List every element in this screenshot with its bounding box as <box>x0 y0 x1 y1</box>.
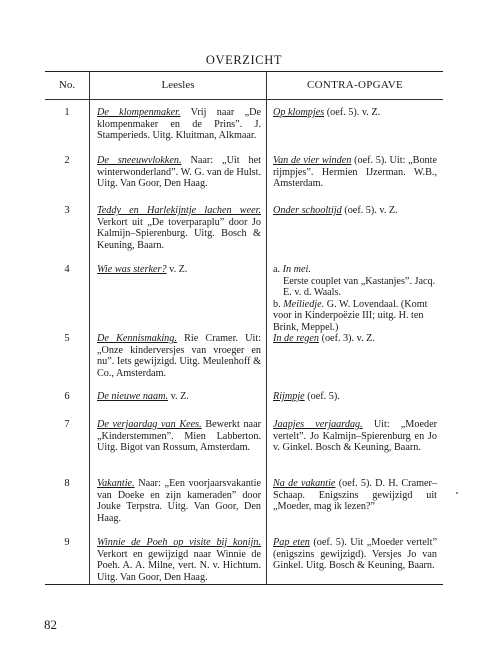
contra-cell <box>273 333 437 345</box>
leesles-title: De verjaardag van Kees. <box>97 419 202 430</box>
column-divider-right <box>266 72 267 584</box>
row-number: 9 <box>64 537 70 548</box>
leesles-source: v. Z. <box>170 391 189 402</box>
leesles-source: Bewerkt naar „Kinderstemmen”. Mien Labberton. Uitg. Bigot van Rossum, Amsterdam. <box>97 419 261 454</box>
leesles-title: Teddy en Harlekijntje lachen weer. <box>97 205 261 216</box>
contra-title: In mei. <box>282 264 311 275</box>
item-prefix: a. <box>273 264 281 275</box>
leesles-title: De klompenmaker. <box>97 107 181 118</box>
contra-cell <box>273 391 437 403</box>
contra-title: In de regen <box>273 333 320 344</box>
page-number: 82 <box>44 617 57 632</box>
contra-source: Eerste couplet van „Kastanjes”. Jacq. E. v. d. Waals. <box>283 275 436 299</box>
contra-cell <box>273 107 437 119</box>
leesles-source: Verkort en gewijzigd naar Winnie de Poeh. A. A. Milne, vert. N. v. Hichtum. Uitg. Van Goor, Den Haag. <box>97 548 261 583</box>
page-title: OVERZICHT <box>205 53 283 67</box>
leesles-title: De Kennismaking. <box>97 333 177 344</box>
item-prefix: b. <box>273 298 281 310</box>
leesles-cell <box>97 333 261 379</box>
leesles-title: De sneeuwvlokken. <box>97 155 182 166</box>
leesles-cell <box>97 205 261 251</box>
leesles-title: De nieuwe naam. <box>97 391 169 402</box>
contra-source: (oef. 5). v. Z. <box>344 205 398 216</box>
leesles-source: Verkort uit „De toverparaplu” door Jo Kalmijn–Spierenburg. Uitg. Bosch & Keuning, Baarn. <box>97 216 261 251</box>
row-number: 6 <box>64 391 70 402</box>
row-number: 8 <box>64 478 70 489</box>
overview-table <box>45 71 443 585</box>
leesles-cell <box>97 537 261 583</box>
leesles-source: Naar: „Een voorjaarsvakantie van Doeke en zijn kameraden” door Jouke Terpstra. Uitg. Van Goor, Den Haag. <box>97 478 261 524</box>
header-leesles: Leesles <box>161 79 195 91</box>
leesles-cell <box>97 478 261 524</box>
column-divider-left <box>89 72 90 584</box>
contra-source: (oef. 5). Uit: „Bonte rijmpjes”. Hermien IJzerman. W.B., Amsterdam. <box>273 155 437 190</box>
contra-source: (oef. 5). <box>307 391 340 402</box>
contra-title: Na de vakantie <box>273 478 336 489</box>
contra-cell <box>273 264 437 334</box>
leesles-cell <box>97 107 261 142</box>
contra-cell <box>273 205 437 217</box>
leesles-cell <box>97 391 261 403</box>
header-divider <box>45 99 443 100</box>
leesles-source: Rie Cramer. Uit: „Onze kinderversjes van vroeger en nu”. Iets gewijzigd. Uitg. Meulenhoff & Co., Amsterdam. <box>97 333 261 379</box>
contra-title: Onder schooltijd <box>273 205 342 216</box>
contra-source: (oef. 5). v. Z. <box>326 107 381 118</box>
contra-item-a <box>273 264 311 275</box>
print-speck <box>456 492 458 494</box>
contra-title: Op klompjes <box>273 107 325 118</box>
row-number: 1 <box>64 107 70 118</box>
leesles-source: Vrij naar „De klompenmaker en de Prins”. J. Stamperieds. Uitg. Kluitman, Alkmaar. <box>97 107 261 142</box>
contra-source: (oef. 5). D. H. Cramer–Schaap. Enigszins gewijzigd uit „Moeder, mag ik lezen?” <box>273 478 438 513</box>
contra-item-b <box>273 299 427 333</box>
contra-title: Jaapjes verjaardag. <box>273 419 363 430</box>
row-number: 5 <box>64 333 70 344</box>
contra-source: Uit: „Moeder vertelt”. Jo Kalmijn–Spierenburg en Jo v. Ginkel. Bosch & Keuning, Baarn. <box>273 419 437 454</box>
leesles-title: Vakantie. <box>97 478 135 489</box>
contra-cell <box>273 155 437 190</box>
header-contra-opgave: CONTRA-OPGAVE <box>307 79 403 91</box>
contra-cell <box>273 419 437 454</box>
contra-title: Meiliedje. <box>283 298 325 310</box>
row-number: 4 <box>64 264 70 275</box>
contra-cell <box>273 537 437 572</box>
header-no: No. <box>58 79 76 91</box>
leesles-cell <box>97 155 261 190</box>
contra-source: (oef. 5). Uit „Moeder vertelt” (enigszins gewijzigd). Versjes Jo van Ginkel. Uitg. Bosch & Keuning, Baarn. <box>273 537 437 572</box>
contra-cell <box>273 478 437 513</box>
row-number: 2 <box>64 155 70 166</box>
row-number: 3 <box>64 205 70 216</box>
contra-title: Pap eten <box>273 537 310 548</box>
row-number: 7 <box>64 419 70 430</box>
leesles-cell <box>97 264 261 276</box>
leesles-title: Wie was sterker? <box>97 264 167 275</box>
contra-source: G. W. Lovendaal. (Komt voor in Kinderpoëzie III; uitg. H. ten Brink, Meppel.) <box>273 298 428 333</box>
contra-source: (oef. 3). v. Z. <box>321 333 375 344</box>
leesles-title: Winnie de Poeh op visite bij konijn. <box>97 537 261 548</box>
contra-title: Rijmpje <box>273 391 305 402</box>
leesles-source: v. Z. <box>169 264 188 275</box>
contra-title: Van de vier winden <box>273 155 352 166</box>
leesles-cell <box>97 419 261 454</box>
leesles-source: Naar: „Uit het winterwonderland”. W. G. van de Hulst. Uitg. Van Goor, Den Haag. <box>97 155 262 190</box>
